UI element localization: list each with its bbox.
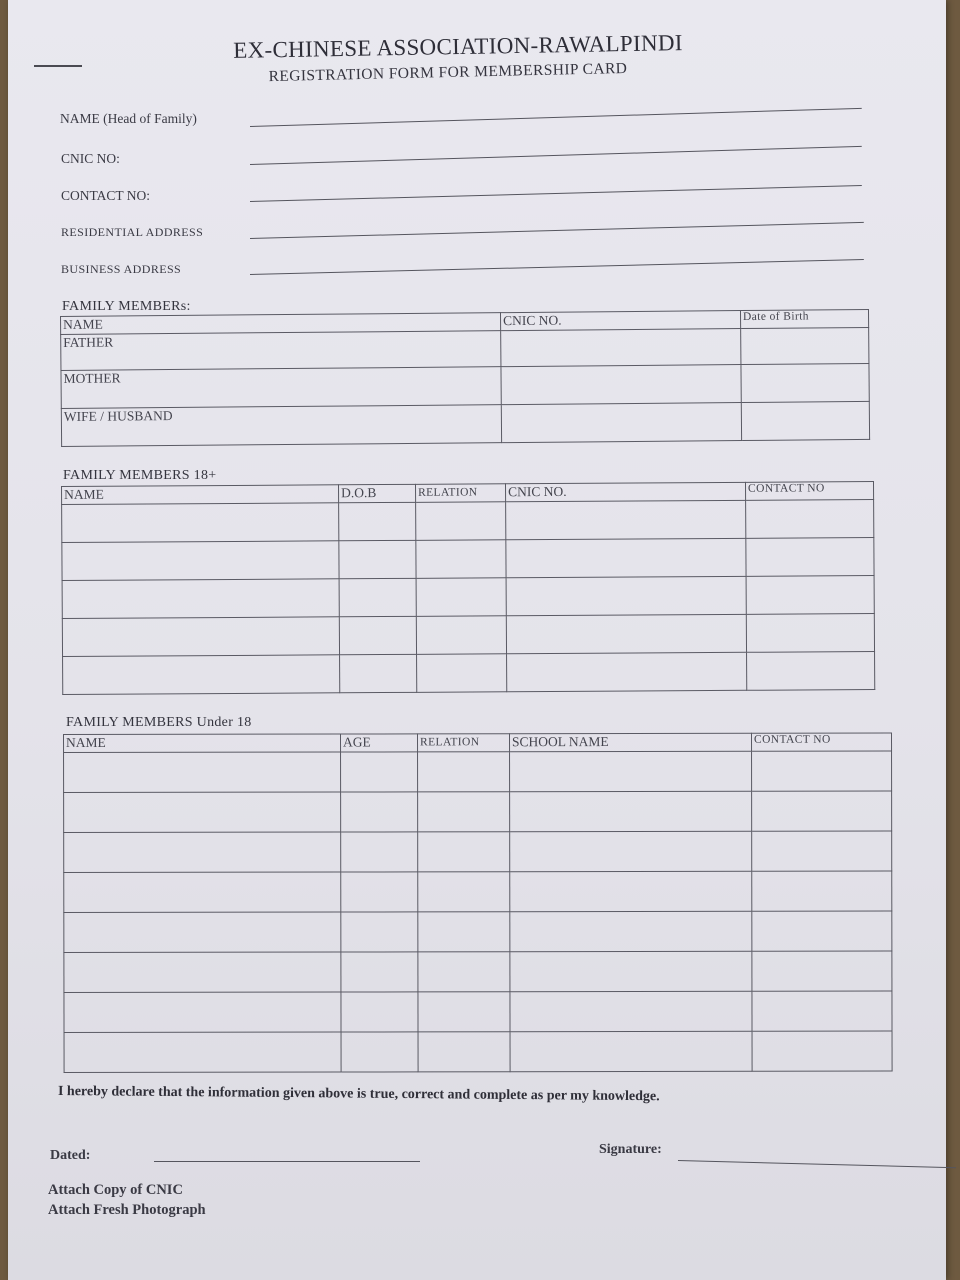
- residential-label: RESIDENTIAL ADDRESS: [61, 225, 204, 239]
- table-row[interactable]: [62, 576, 874, 619]
- minors-table: [63, 733, 893, 1073]
- table-row[interactable]: [64, 911, 892, 952]
- form-paper: [8, 0, 946, 1280]
- table-row: [61, 401, 869, 446]
- spouse-dob-cell[interactable]: [741, 401, 869, 440]
- header-age: AGE: [341, 734, 418, 752]
- table-row[interactable]: [64, 991, 892, 1032]
- adults-label: FAMILY MEMBERS 18+: [63, 468, 217, 483]
- header-dob: D.O.B: [338, 484, 415, 502]
- header-name: NAME: [61, 313, 501, 335]
- page-title: EX-CHINESE ASSOCIATION-RAWALPINDI: [233, 30, 683, 63]
- attach-photo-note: Attach Fresh Photograph: [48, 1202, 206, 1218]
- attach-cnic-note: Attach Copy of CNIC: [48, 1182, 183, 1198]
- header-cnic: CNIC NO.: [505, 482, 745, 501]
- row-spouse-label: WIFE / HUSBAND: [61, 405, 501, 447]
- table-row[interactable]: [64, 1031, 892, 1072]
- header-relation: RELATION: [415, 484, 505, 503]
- cnic-label: CNIC NO:: [61, 151, 120, 166]
- header-dob: Date of Birth: [740, 309, 868, 328]
- father-dob-cell[interactable]: [741, 327, 869, 364]
- table-row[interactable]: [64, 871, 892, 912]
- page-subtitle: REGISTRATION FORM FOR MEMBERSHIP CARD: [268, 59, 628, 86]
- row-father-label: FATHER: [61, 331, 501, 371]
- table-row[interactable]: [64, 751, 892, 792]
- row-mother-label: MOTHER: [61, 367, 501, 409]
- table-row[interactable]: [64, 831, 892, 872]
- header-relation: RELATION: [418, 734, 510, 752]
- signature-input-line[interactable]: [678, 1160, 956, 1168]
- table-row[interactable]: [64, 951, 892, 992]
- header-school: SCHOOL NAME: [510, 733, 752, 751]
- name-head-input-line[interactable]: [250, 108, 862, 127]
- header-name: NAME: [62, 485, 339, 505]
- cnic-input-line[interactable]: [250, 146, 862, 165]
- header-contact: CONTACT NO: [751, 733, 891, 751]
- table-row[interactable]: [62, 538, 874, 581]
- minors-label: FAMILY MEMBERS Under 18: [66, 715, 252, 730]
- corner-mark: [34, 65, 82, 67]
- declaration-text: I hereby declare that the information given above is true, correct and complete as per my knowledge.: [57, 1084, 660, 1105]
- adults-table: [61, 481, 875, 695]
- dated-input-line[interactable]: [154, 1161, 420, 1162]
- family-members-label: FAMILY MEMBERs:: [62, 299, 191, 314]
- family-members-table: [60, 309, 870, 447]
- dated-label: Dated:: [50, 1148, 91, 1163]
- table-row[interactable]: [64, 791, 892, 832]
- residential-input-line[interactable]: [250, 222, 864, 239]
- table-row[interactable]: [62, 614, 874, 657]
- table-row[interactable]: [63, 652, 875, 695]
- business-label: BUSINESS ADDRESS: [61, 262, 182, 276]
- contact-label: CONTACT NO:: [61, 188, 151, 203]
- signature-label: Signature:: [599, 1142, 662, 1157]
- header-name: NAME: [64, 734, 341, 752]
- business-input-line[interactable]: [250, 259, 864, 275]
- spouse-cnic-cell[interactable]: [501, 403, 741, 443]
- father-cnic-cell[interactable]: [501, 329, 741, 367]
- table-row[interactable]: [62, 500, 874, 543]
- contact-input-line[interactable]: [250, 185, 862, 202]
- name-head-label: NAME (Head of Family): [60, 111, 197, 126]
- header-contact: CONTACT NO: [745, 482, 873, 501]
- header-cnic: CNIC NO.: [500, 311, 740, 331]
- table-header-row: [64, 733, 892, 752]
- mother-cnic-cell[interactable]: [501, 365, 741, 405]
- mother-dob-cell[interactable]: [741, 363, 869, 402]
